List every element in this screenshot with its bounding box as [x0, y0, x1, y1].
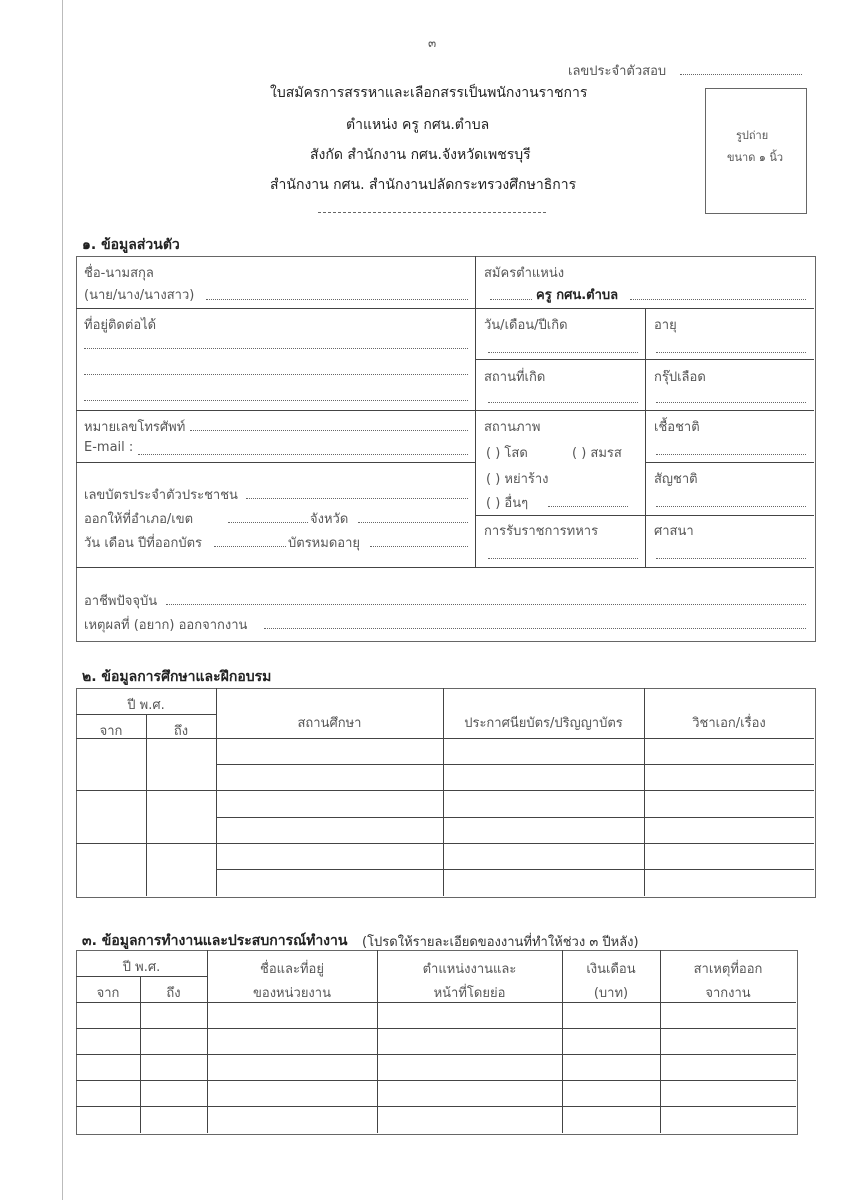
expire-label: บัตรหมดอายุ [288, 536, 360, 551]
left-margin-line [62, 0, 63, 1200]
province-label: จังหวัด [310, 512, 349, 527]
birthplace-field[interactable] [488, 402, 638, 403]
header-divider [318, 212, 546, 213]
s3-to: ถึง [166, 986, 181, 1001]
s3-org-2: ของหน่วยงาน [253, 986, 331, 1001]
status-label: สถานภาพ [484, 420, 541, 435]
s3-salary-1: เงินเดือน [586, 962, 636, 977]
form-office: สังกัด สำนักงาน กศน.จังหวัดเพชรบุรี [310, 147, 531, 163]
birthplace-label: สถานที่เกิด [484, 370, 546, 385]
s3-year-header: ปี พ.ศ. [122, 960, 161, 975]
occupation-field[interactable] [166, 604, 806, 605]
s1-vline-mid [475, 256, 476, 567]
form-position: ตำแหน่ง ครู กศน.ตำบล [346, 117, 490, 133]
s1-h2 [475, 359, 814, 360]
s3-pos-1: ตำแหน่งงานและ [422, 962, 517, 977]
s2-hr3 [216, 817, 814, 818]
blood-field[interactable] [656, 402, 806, 403]
province-field[interactable] [358, 522, 468, 523]
address-line-1[interactable] [84, 348, 468, 349]
s3-hr1 [76, 1028, 796, 1029]
status-single[interactable]: ( ) โสด [486, 446, 528, 461]
religion-field[interactable] [656, 558, 806, 559]
section2-title: ๒. ข้อมูลการศึกษาและฝึกอบรม [82, 669, 272, 685]
issued-field[interactable] [228, 522, 308, 523]
occupation-label: อาชีพปัจจุบัน [84, 594, 158, 609]
s2-hr4 [76, 843, 814, 844]
position-dots-left [490, 299, 532, 300]
phone-field[interactable] [190, 430, 468, 431]
issue-date-field[interactable] [214, 546, 286, 547]
email-field[interactable] [138, 454, 468, 455]
phone-label: หมายเลขโทรศัพท์ [84, 420, 186, 435]
s3-reason-2: จากงาน [705, 986, 751, 1001]
s1-h6 [475, 515, 814, 516]
address-label: ที่อยู่ติดต่อได้ [84, 318, 157, 333]
exam-id-field[interactable] [680, 74, 802, 75]
s2-major: วิชาเอก/เรื่อง [692, 716, 766, 731]
exam-id-label: เลขประจำตัวสอบ [568, 64, 667, 79]
s2-hr5 [216, 869, 814, 870]
position-value: ครู กศน.ตำบล [536, 288, 619, 303]
status-divorced[interactable]: ( ) หย่าร้าง [486, 472, 549, 487]
s1-h1 [76, 308, 814, 309]
s2-from: จาก [99, 724, 123, 739]
s3-pos-2: หน้าที่โดยย่อ [433, 986, 506, 1001]
s1-h3 [76, 410, 814, 411]
idcard-field[interactable] [246, 498, 468, 499]
nationality-field[interactable] [656, 506, 806, 507]
name-prefix: (นาย/นาง/นางสาว) [84, 288, 195, 303]
status-married[interactable]: ( ) สมรส [572, 446, 622, 461]
s1-vline-right [645, 308, 646, 567]
status-other[interactable]: ( ) อื่นๆ [486, 496, 529, 511]
s3-from: จาก [96, 986, 120, 1001]
address-line-3[interactable] [84, 400, 468, 401]
reason-field[interactable] [264, 628, 806, 629]
s2-school: สถานศึกษา [297, 716, 362, 731]
nationality-label: สัญชาติ [654, 472, 698, 487]
s3-reason-1: สาเหตุที่ออก [693, 962, 763, 977]
position-field[interactable] [630, 299, 806, 300]
issued-label: ออกให้ที่อำเภอ/เขต [84, 512, 194, 527]
section3-title: ๓. ข้อมูลการทำงานและประสบการณ์ทำงาน [82, 933, 348, 949]
s1-h7 [76, 567, 814, 568]
form-title: ใบสมัครการสรรหาและเลือกสรรเป็นพนักงานราชการ [270, 85, 588, 101]
position-label: สมัครตำแหน่ง [484, 266, 565, 281]
age-label: อายุ [654, 318, 677, 333]
reason-label: เหตุผลที่ (อยาก) ออกจากงาน [84, 618, 248, 633]
race-field[interactable] [656, 454, 806, 455]
s2-v1 [146, 714, 147, 896]
section1-title: ๑. ข้อมูลส่วนตัว [82, 237, 180, 253]
form-ministry: สำนักงาน กศน. สำนักงานปลัดกระทรวงศึกษาธิการ [270, 177, 577, 193]
s3-org-1: ชื่อและที่อยู่ [260, 962, 324, 977]
address-line-2[interactable] [84, 374, 468, 375]
s2-hr2 [76, 790, 814, 791]
s1-h4 [76, 462, 475, 463]
expire-field[interactable] [370, 546, 468, 547]
s2-cert: ประกาศนียบัตร/ปริญญาบัตร [464, 716, 623, 731]
section3-note: (โปรดให้รายละเอียดของงานที่ทำให้ช่วง ๓ ปีหลัง) [362, 935, 639, 950]
blood-label: กรุ๊ปเลือด [654, 370, 706, 385]
race-label: เชื้อชาติ [654, 420, 700, 435]
photo-label: รูปถ่าย [736, 129, 769, 142]
name-label: ชื่อ-นามสกุล [84, 266, 154, 281]
age-field[interactable] [656, 352, 806, 353]
religion-label: ศาสนา [654, 524, 694, 539]
s3-salary-2: (บาท) [593, 986, 629, 1001]
page-number: ๓ [428, 36, 437, 50]
s2-year-header: ปี พ.ศ. [127, 698, 165, 713]
dob-label: วัน/เดือน/ปีเกิด [484, 318, 568, 333]
s3-hr3 [76, 1080, 796, 1081]
section1-table [76, 256, 816, 642]
photo-size: ขนาด ๑ นิ้ว [727, 151, 784, 164]
name-field[interactable] [206, 299, 468, 300]
email-label: E-mail : [84, 440, 134, 455]
military-label: การรับราชการทหาร [484, 524, 599, 539]
s1-h5 [645, 462, 814, 463]
military-field[interactable] [488, 558, 638, 559]
s3-hr4 [76, 1106, 796, 1107]
dob-field[interactable] [488, 352, 638, 353]
status-other-field[interactable] [548, 506, 628, 507]
s2-to: ถึง [173, 724, 189, 739]
s3-hr2 [76, 1054, 796, 1055]
issue-date-label: วัน เดือน ปีที่ออกบัตร [84, 536, 203, 551]
s2-hr1 [216, 764, 814, 765]
idcard-label: เลขบัตรประจำตัวประชาชน [84, 488, 238, 503]
